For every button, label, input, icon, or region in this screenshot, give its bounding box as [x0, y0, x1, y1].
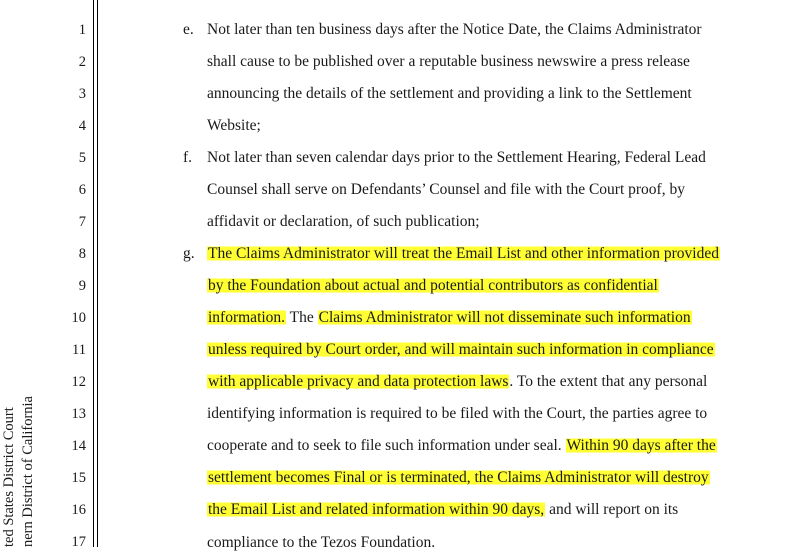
item-marker-e: e. [183, 21, 194, 38]
court-caption-line-2: nern District of California [20, 396, 36, 547]
line-number: 3 [78, 86, 86, 102]
line-number: 1 [78, 22, 86, 38]
text-line: announcing the details of the settlement and providing a link to the Settlement [207, 85, 692, 102]
highlighted-text: Within 90 days after the [566, 437, 716, 454]
text-line: Counsel shall serve on Defendants’ Counsel and file with the Court proof, by [207, 181, 685, 198]
text-line [207, 371, 707, 393]
text-line [207, 435, 717, 457]
line-number: 9 [78, 278, 86, 294]
line-number: 12 [71, 374, 86, 390]
line-number: 11 [72, 342, 86, 358]
line-number: 7 [78, 214, 86, 230]
text-line: identifying information is required to be filed with the Court, the parties agree to [207, 405, 708, 422]
plain-text: and will report on its [545, 501, 679, 518]
line-number: 6 [78, 182, 86, 198]
highlighted-text: with applicable privacy and data protection laws [208, 373, 509, 390]
line-number: 13 [71, 406, 86, 422]
text-line [207, 499, 678, 521]
item-marker-f: f. [183, 149, 193, 166]
court-caption-line-1: ted States District Court [1, 407, 17, 547]
line-number: 5 [78, 150, 86, 166]
text-line [207, 307, 692, 329]
plain-text: cooperate and to seek to file such information under seal. [207, 437, 566, 454]
highlighted-text: unless required by Court order, and will maintain such information in compliance [208, 341, 714, 358]
highlighted-text: by the Foundation about actual and potential contributors as confidential [208, 277, 658, 294]
item-marker-g: g. [183, 245, 195, 262]
plain-text: The [286, 309, 318, 326]
margin-rule-left [93, 0, 94, 547]
highlighted-text: the Email List and related information within 90 days, [208, 501, 545, 518]
line-number: 14 [71, 438, 86, 454]
line-number: 2 [78, 54, 86, 70]
text-line [207, 275, 659, 297]
text-line: Website; [207, 117, 261, 134]
line-number: 16 [71, 502, 86, 518]
line-number: 10 [71, 310, 86, 326]
highlighted-text: Claims Administrator will not disseminate such information [318, 309, 691, 326]
text-line [207, 243, 720, 265]
court-caption [0, 384, 50, 547]
line-number: 8 [78, 246, 86, 262]
line-number: 17 [71, 534, 86, 550]
highlighted-text: information. [208, 309, 286, 326]
highlighted-text: The Claims Administrator will treat the Email List and other information provided [208, 245, 719, 262]
text-line [207, 339, 715, 361]
margin-rule-right [97, 0, 98, 547]
text-line [207, 467, 710, 489]
line-number: 15 [71, 470, 86, 486]
text-line: Not later than ten business days after the Notice Date, the Claims Administrator [207, 21, 702, 38]
text-line: affidavit or declaration, of such publication; [207, 213, 480, 230]
plain-text: . To the extent that any personal [509, 373, 708, 390]
text-line: Not later than seven calendar days prior to the Settlement Hearing, Federal Lead [207, 149, 706, 166]
line-number: 4 [78, 118, 86, 134]
highlighted-text: settlement becomes Final or is terminated, the Claims Administrator will destroy [208, 469, 709, 486]
text-line: shall cause to be published over a reputable business newswire a press release [207, 53, 690, 70]
text-line: compliance to the Tezos Foundation. [207, 534, 436, 551]
court-caption-text [0, 396, 38, 547]
